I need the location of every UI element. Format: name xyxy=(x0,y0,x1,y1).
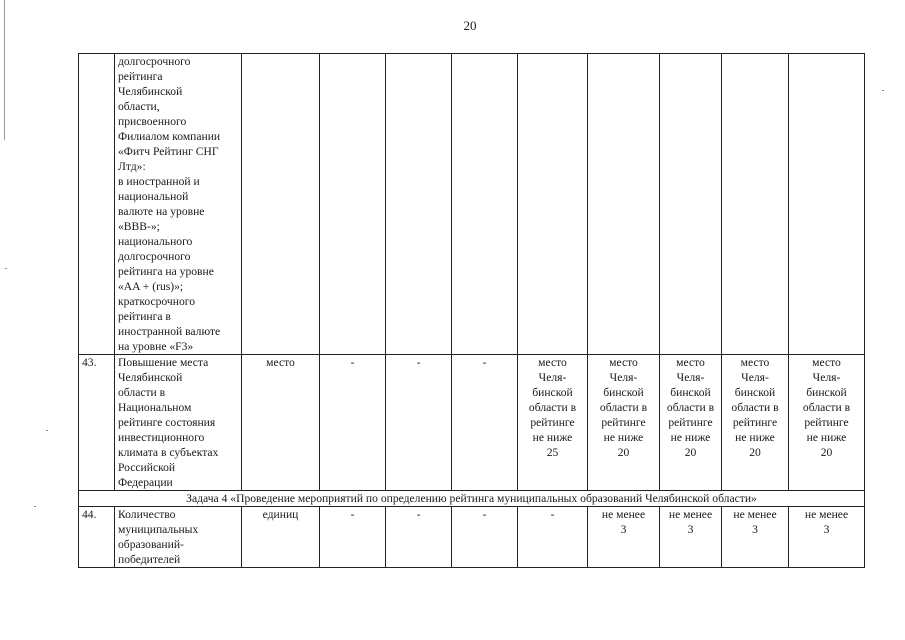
text-line: бинской xyxy=(806,386,847,399)
cell-v7 xyxy=(722,54,789,355)
cell-v3: - xyxy=(452,355,518,491)
cell-v7 xyxy=(722,355,789,491)
value-lines xyxy=(521,355,584,460)
value-lines xyxy=(725,355,785,460)
cell-v1: - xyxy=(320,507,386,568)
text-line: рейтинга xyxy=(118,70,163,83)
text-line: бинской xyxy=(734,386,776,399)
text-line: не менее xyxy=(668,508,713,521)
text-line: Челябинской xyxy=(118,371,183,384)
text-line: Количество xyxy=(118,508,176,521)
text-line: 3 xyxy=(752,523,758,536)
text-line: «AA + (rus)»; xyxy=(118,280,184,293)
row-number: 43. xyxy=(79,355,115,491)
text-line: рейтинге состояния xyxy=(118,416,216,429)
text-line: на уровне «F3» xyxy=(118,340,194,353)
text-line: климата в субъектах xyxy=(118,446,219,459)
task-4-title: Задача 4 «Проведение мероприятий по определению рейтинга муниципальных образований Челябинской области» xyxy=(79,491,865,507)
text-line: бинской xyxy=(670,386,711,399)
text-line: не ниже xyxy=(806,431,847,444)
text-line: не менее xyxy=(733,508,777,521)
cell-v8 xyxy=(789,507,865,568)
cell-v8 xyxy=(789,54,865,355)
text-line: краткосрочного xyxy=(118,295,196,308)
text-line: место xyxy=(609,356,638,369)
text-line: место xyxy=(676,356,705,369)
text-line: Челя- xyxy=(812,371,841,384)
text-line: инвестиционного xyxy=(118,431,205,444)
text-line: Челя- xyxy=(538,371,567,384)
text-line: области, xyxy=(118,100,160,113)
text-line: долгосрочного xyxy=(118,250,191,263)
row-number: 44. xyxy=(79,507,115,568)
value-lines xyxy=(725,507,785,537)
cell-v5 xyxy=(588,355,660,491)
text-line: Челябинской xyxy=(118,85,183,98)
text-line: «BBB-»; xyxy=(118,220,160,233)
text-line: бинской xyxy=(532,386,573,399)
cell-v6 xyxy=(660,507,722,568)
cell-v6 xyxy=(660,54,722,355)
cell-v6 xyxy=(660,355,722,491)
task-header-row xyxy=(79,491,865,507)
text-line: 25 xyxy=(546,446,559,459)
cell-v2: - xyxy=(386,507,452,568)
text-line: присвоенного xyxy=(118,115,187,128)
text-line: не менее xyxy=(804,508,849,521)
text-line: Российской xyxy=(118,461,176,474)
text-line: 3 xyxy=(687,523,694,536)
text-line: Лтд»: xyxy=(118,160,146,173)
cell-number xyxy=(79,54,115,355)
text-line: области в xyxy=(802,401,851,414)
cell-v3 xyxy=(452,54,518,355)
text-line: валюте на уровне xyxy=(118,205,205,218)
text-line: 3 xyxy=(823,523,830,536)
table-row-continued xyxy=(79,54,865,355)
text-line: рейтинга в xyxy=(118,310,171,323)
text-line: Челя- xyxy=(741,371,769,384)
description-lines xyxy=(118,355,238,490)
value-lines xyxy=(663,355,718,460)
text-line: Федерации xyxy=(118,476,173,489)
text-line: муниципальных xyxy=(118,523,199,536)
text-line: в иностранной и xyxy=(118,175,200,188)
text-line: рейтинге xyxy=(732,416,778,429)
text-line: место xyxy=(538,356,567,369)
cell-v3: - xyxy=(452,507,518,568)
value-lines xyxy=(792,507,861,537)
text-line: 20 xyxy=(617,446,630,459)
text-line: области в xyxy=(666,401,715,414)
text-line: место xyxy=(740,356,770,369)
text-line: рейтинге xyxy=(804,416,849,429)
cell-v4: - xyxy=(518,507,588,568)
value-lines xyxy=(663,507,718,537)
text-line: Филиалом компании xyxy=(118,130,221,143)
text-line: Челя- xyxy=(609,371,638,384)
text-line: национальной xyxy=(118,190,189,203)
value-lines xyxy=(591,507,656,537)
text-line: рейтинга на уровне xyxy=(118,265,214,278)
text-line: 20 xyxy=(684,446,697,459)
text-line: рейтинге xyxy=(530,416,575,429)
text-line: долгосрочного xyxy=(118,55,191,68)
cell-unit: место xyxy=(242,355,320,491)
text-line: образований- xyxy=(118,538,184,551)
cell-v2 xyxy=(386,54,452,355)
table-row-43 xyxy=(79,355,865,491)
text-line: Повышение места xyxy=(118,356,209,369)
text-line: Челя- xyxy=(676,371,705,384)
value-lines xyxy=(591,355,656,460)
cell-v5 xyxy=(588,507,660,568)
value-lines xyxy=(792,355,861,460)
cell-v7 xyxy=(722,507,789,568)
text-line: области в xyxy=(118,386,166,399)
cell-unit: единиц xyxy=(242,507,320,568)
text-line: бинской xyxy=(603,386,644,399)
cell-v2: - xyxy=(386,355,452,491)
cell-description xyxy=(115,355,242,491)
table-row-44 xyxy=(79,507,865,568)
text-line: «Фитч Рейтинг СНГ xyxy=(118,145,219,158)
text-line: не ниже xyxy=(603,431,644,444)
text-line: 20 xyxy=(820,446,833,459)
text-line: иностранной валюте xyxy=(118,325,221,338)
text-line: не ниже xyxy=(670,431,711,444)
description-lines xyxy=(118,507,238,567)
cell-description xyxy=(115,507,242,568)
cell-v1 xyxy=(320,54,386,355)
text-line: области в xyxy=(528,401,577,414)
text-line: не менее xyxy=(601,508,646,521)
cell-v1: - xyxy=(320,355,386,491)
page-number: 20 xyxy=(463,18,477,33)
text-line: 20 xyxy=(749,446,761,459)
cell-v4 xyxy=(518,355,588,491)
text-line: национального xyxy=(118,235,193,248)
description-lines xyxy=(118,54,238,354)
text-line: области в xyxy=(599,401,648,414)
text-line: победителей xyxy=(118,553,181,566)
cell-v4 xyxy=(518,54,588,355)
indicators-table xyxy=(78,53,865,568)
cell-v8 xyxy=(789,355,865,491)
cell-unit xyxy=(242,54,320,355)
text-line: области в xyxy=(731,401,779,414)
text-line: 3 xyxy=(620,523,627,536)
text-line: рейтинге xyxy=(668,416,713,429)
cell-v5 xyxy=(588,54,660,355)
cell-description xyxy=(115,54,242,355)
text-line: не ниже xyxy=(532,431,573,444)
text-line: место xyxy=(812,356,841,369)
text-line: Национальном xyxy=(118,401,192,414)
text-line: не ниже xyxy=(735,431,775,444)
text-line: рейтинге xyxy=(601,416,646,429)
